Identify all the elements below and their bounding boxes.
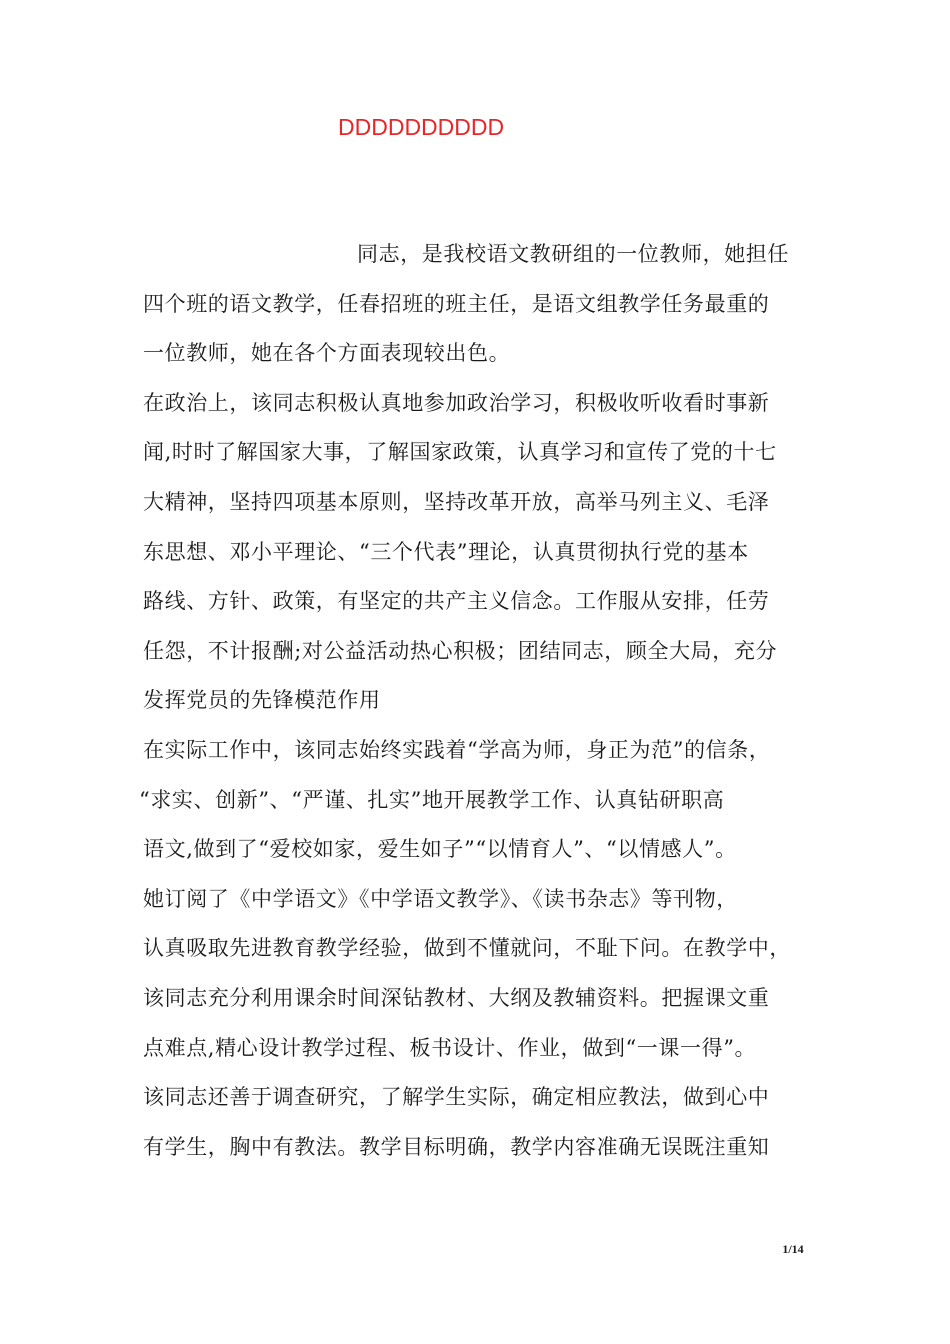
text-line: 任怨，不计报酬;对公益活动热心积极；团结同志，顾全大局，充分 [143, 638, 778, 663]
text-line: 语文,做到了“爱校如家，爱生如子”“以情育人”、“以情感人”。 [143, 837, 737, 862]
text-line: 认真吸取先进教育教学经验，做到不懂就问，不耻下问。在教学中， [143, 936, 791, 961]
text-line: 在实际工作中，该同志始终实践着“学高为师，身正为范”的信条， [143, 737, 771, 762]
text-line: 闻,时时了解国家大事，了解国家政策，认真学习和宣传了党的十七 [143, 440, 777, 465]
text-line: 路线、方针、政策，有坚定的共产主义信念。工作服从安排，任劳 [143, 589, 770, 614]
document-title: DDDDDDDDDD [338, 114, 505, 140]
text-line: 大精神，坚持四项基本原则，坚持改革开放，高举马列主义、毛泽 [143, 489, 770, 514]
text-line: 在政治上，该同志积极认真地参加政治学习，积极收听收看时事新 [143, 390, 770, 415]
page-number: 1/14 [782, 1242, 804, 1256]
text-line: 她订阅了《中学语文》《中学语文教学》、《读书杂志》等刊物， [143, 886, 738, 911]
text-line: 四个班的语文教学，任春招班的班主任，是语文组教学任务最重的 [143, 291, 770, 316]
text-line: 发挥党员的先锋模范作用 [143, 688, 381, 713]
text-line: 点难点,精心设计教学过程、板书设计、作业，做到“一课一得”。 [143, 1035, 757, 1060]
text-line: “求实、创新”、“严谨、扎实”地开展教学工作、认真钻研职高 [139, 787, 725, 812]
text-line: 该同志充分利用课余时间深钻教材、大纲及教辅资料。把握课文重 [143, 985, 770, 1010]
text-line: 该同志还善于调查研究，了解学生实际，确定相应教法，做到心中 [143, 1085, 770, 1110]
text-line: 东思想、邓小平理论、“三个代表”理论，认真贯彻执行党的基本 [143, 539, 749, 564]
text-line: 一位教师，她在各个方面表现较出色。 [143, 341, 511, 366]
text-line: 同志，是我校语文教研组的一位教师，她担任 [357, 242, 789, 266]
document-body [139, 234, 843, 1176]
text-line: 有学生，胸中有教法。教学目标明确，教学内容准确无误既注重知 [143, 1134, 770, 1159]
